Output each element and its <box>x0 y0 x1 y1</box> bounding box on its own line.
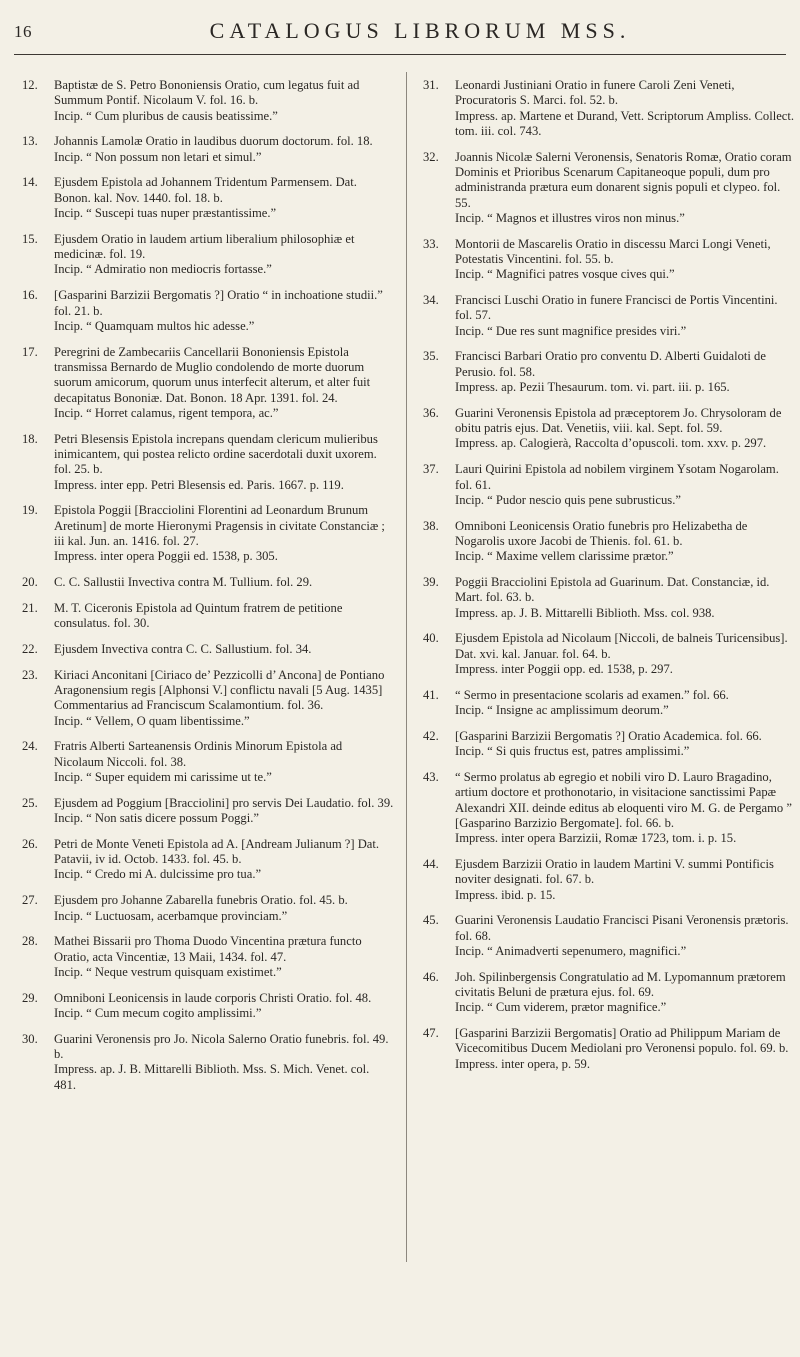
entry-number: 21. <box>22 600 38 615</box>
entry-text: “ Sermo prolatus ab egregio et nobili viro D. Lauro Bragadino, artium doctore et prothonotario, in visitacione sanctissimi Papæ Alexandri XII. deinde editus ab eloquenti viro M. G. de Pergamo ” [Gasparino Barzizio Bergomate]. fol. 66. b. Impress. inter opera Barzizii, Romæ 1723, tom. i. p. 15. <box>455 769 792 846</box>
catalogue-entry <box>423 729 795 760</box>
entry-text: Petri de Monte Veneti Epistola ad A. [Andream Julianum ?] Dat. Patavii, iv id. Octob. 1433. fol. 45. b. Incip. “ Credo mi A. dulcissime pro tua.” <box>54 836 380 882</box>
left-column <box>22 78 394 1104</box>
catalogue-entry <box>22 601 394 632</box>
entry-number: 40. <box>423 631 439 646</box>
catalogue-entry <box>22 642 394 657</box>
entry-number: 35. <box>423 349 439 364</box>
entry-number: 31. <box>423 78 439 92</box>
entry-number: 36. <box>423 405 439 420</box>
entry-number: 29. <box>22 990 38 1005</box>
entry-number: 30. <box>22 1031 38 1046</box>
catalogue-entry <box>22 668 394 729</box>
entry-number: 32. <box>423 149 439 164</box>
catalogue-entry <box>22 837 394 883</box>
entry-text: “ Sermo in presentacione scolaris ad examen.” fol. 66. Incip. “ Insigne ac amplissimum deorum.” <box>455 687 729 718</box>
catalogue-entry <box>423 970 795 1016</box>
catalogue-entry <box>22 1032 394 1093</box>
entry-number: 25. <box>22 795 38 810</box>
catalogue-entry <box>423 519 795 565</box>
entry-number: 17. <box>22 344 38 359</box>
entry-text: Ejusdem Invectiva contra C. C. Sallustium. fol. 34. <box>54 641 312 656</box>
entry-number: 20. <box>22 575 38 590</box>
running-title: CATALOGUS LIBRORUM MSS. <box>209 18 631 43</box>
entry-number: 19. <box>22 503 38 518</box>
entry-text: Ejusdem Barzizii Oratio in laudem Martini V. summi Pontificis noviter designati. fol. 67. b. Impress. ibid. p. 15. <box>455 856 774 902</box>
catalogue-entry <box>423 688 795 719</box>
entry-text: Montorii de Mascarelis Oratio in discessu Marci Longi Veneti, Potestatis Vincentini. fol. 55. b. Incip. “ Magnifici patres vosque cives qui.” <box>455 236 771 282</box>
catalogue-entry <box>22 232 394 278</box>
catalogue-entry <box>423 150 795 226</box>
entry-text: Ejusdem pro Johanne Zabarella funebris Oratio. fol. 45. b. Incip. “ Luctuosam, acerbamque provinciam.” <box>54 893 348 923</box>
entry-text: Peregrini de Zambecariis Cancellarii Bononiensis Epistola transmissa Bernardo de Muglio condolendo de morte duorum suorum amicorum, quorum unus interfecit alterum, et alter fuit decapitatus Bononiæ. Dat. Bonon. 18 Apr. 1391. fol. 24. Incip. “ Horret calamus, rigent tempora, ac.” <box>54 344 371 420</box>
page-number: 16 <box>14 22 32 41</box>
entry-number: 13. <box>22 134 38 149</box>
entry-text: Fratris Alberti Sarteanensis Ordinis Minorum Epistola ad Nicolaum Niccoli. fol. 38. Incip. “ Super equidem mi carissime ut te.” <box>54 739 343 784</box>
entry-text: [Gasparini Barzizii Bergomatis ?] Oratio “ in inchoatione studii.” fol. 21. b. Incip. “ Quamquam multos hic adesse.” <box>54 288 383 333</box>
entry-text: [Gasparini Barzizii Bergomatis] Oratio ad Philippum Mariam de Vicecomitibus Ducem Mediolani pro Veronensi populo. fol. 69. b. Impress. inter opera, p. 59. <box>455 1026 789 1071</box>
entry-text: Francisci Luschi Oratio in funere Francisci de Portis Vincentini. fol. 57. Incip. “ Due res sunt magnifice presides viri.” <box>455 293 778 338</box>
catalogue-entry <box>22 134 394 165</box>
catalogue-entry <box>423 462 795 508</box>
right-column <box>423 78 795 1083</box>
entry-number: 38. <box>423 518 439 533</box>
entry-text: Mathei Bissarii pro Thoma Duodo Vincentina prætura functo Oratio, acta Vincentiæ, 13 Maii, 1434. fol. 47. Incip. “ Neque vestrum quisquam existimet.” <box>54 934 362 979</box>
catalogue-entry <box>423 770 795 846</box>
entry-text: Kiriaci Anconitani [Ciriaco de’ Pezzicolli d’ Ancona] de Pontiano Aragonensium regis [Alphonsi V.] conflictu navali [5 Aug. 1435] Commentarius ad Franciscum Scalamontium. fol. 36. Incip. “ Vellem, O quam libentissime.” <box>54 667 385 728</box>
catalogue-entry <box>423 857 795 903</box>
entry-number: 12. <box>22 78 38 92</box>
catalogue-entry <box>22 432 394 493</box>
catalogue-entry <box>423 913 795 959</box>
entry-text: M. T. Ciceronis Epistola ad Quintum fratrem de petitione consulatus. fol. 30. <box>54 600 343 631</box>
entry-text: Lauri Quirini Epistola ad nobilem virginem Ysotam Nogarolam. fol. 61. Incip. “ Pudor nescio quis pene subrusticus.” <box>455 462 779 507</box>
catalogue-entry <box>22 503 394 564</box>
entry-number: 23. <box>22 667 38 682</box>
entry-text: Johannis Lamolæ Oratio in laudibus duorum doctorum. fol. 18. Incip. “ Non possum non letari et simul.” <box>54 134 373 164</box>
entry-text: Baptistæ de S. Petro Bononiensis Oratio, cum legatus fuit ad Summum Pontif. Nicolaum V. fol. 16. b. Incip. “ Cum pluribus de causis beatissime.” <box>54 78 360 123</box>
entry-number: 39. <box>423 575 439 590</box>
entry-text: Ejusdem ad Poggium [Bracciolini] pro servis Dei Laudatio. fol. 39. Incip. “ Non satis dicere possum Poggi.” <box>54 795 394 826</box>
catalogue-entry <box>423 1026 795 1072</box>
catalogue-entry <box>423 293 795 339</box>
entry-number: 34. <box>423 293 439 308</box>
entry-number: 14. <box>22 175 38 190</box>
catalogue-entry <box>22 345 394 421</box>
entry-text: Poggii Bracciolini Epistola ad Guarinum. Dat. Constanciæ, id. Mart. fol. 63. b. Impress. ap. J. B. Mittarelli Biblioth. Mss. col. 938. <box>455 575 770 620</box>
entry-number: 45. <box>423 913 439 928</box>
entry-text: Epistola Poggii [Bracciolini Florentini ad Leonardum Brunum Aretinum] de morte Hieronymi Pragensis in civitate Constanciæ ; iii kal. Jun. an. 1416. fol. 27. Impress. inter opera Poggii ed. 1538, p. 305. <box>54 503 385 564</box>
entry-number: 28. <box>22 934 38 949</box>
catalogue-entry <box>423 406 795 452</box>
entry-text: Ejusdem Oratio in laudem artium liberalium philosophiæ et medicinæ. fol. 19. Incip. “ Admiratio non mediocris fortasse.” <box>54 231 355 277</box>
entry-text: Petri Blesensis Epistola increpans quendam clericum mulieribus inimicantem, qui postea relicto ordine sacerdotali duxit uxorem. fol. 25. b. Impress. inter epp. Petri Blesensis ed. Paris. 1667. p. 119. <box>54 431 378 492</box>
catalogue-entry <box>22 78 394 124</box>
entry-number: 46. <box>423 969 439 984</box>
entry-text: [Gasparini Barzizii Bergomatis ?] Oratio Academica. fol. 66. Incip. “ Si quis fructus est, patres amplissimi.” <box>455 728 762 759</box>
entry-number: 47. <box>423 1026 439 1041</box>
entry-text: Joannis Nicolæ Salerni Veronensis, Senatoris Romæ, Oratio coram Dominis et Prioribus Scenarum Capitaneoque populi, dum pro administranda prætura eum donarent signis populi et clypeo. fol. 55. Incip. “ Magnos et illustres viros non minus.” <box>455 149 792 225</box>
catalogue-entry <box>423 631 795 677</box>
entry-text: Ejusdem Epistola ad Johannem Tridentum Parmensem. Dat. Bonon. kal. Nov. 1440. fol. 18. b. Incip. “ Suscepi tuas nuper præstantissime.” <box>54 175 357 221</box>
entry-text: Guarini Veronensis Laudatio Francisci Pisani Veronensis prætoris. fol. 68. Incip. “ Animadverti sepenumero, magnifici.” <box>455 913 789 958</box>
catalogue-entry <box>22 739 394 785</box>
entry-number: 43. <box>423 769 439 784</box>
entry-text: Omniboni Leonicensis in laude corporis Christi Oratio. fol. 48. Incip. “ Cum mecum cogito amplissimi.” <box>54 990 372 1021</box>
entry-text: Leonardi Justiniani Oratio in funere Caroli Zeni Veneti, Procuratoris S. Marci. fol. 52. b. Impress. ap. Martene et Durand, Vett. Scriptorum Ampliss. Collect. tom. iii. col. 743. <box>455 78 795 138</box>
header-rule <box>14 54 786 55</box>
catalogue-entry <box>423 349 795 395</box>
entry-number: 27. <box>22 893 38 908</box>
catalogue-entry <box>22 991 394 1022</box>
catalogue-entry <box>423 78 795 139</box>
entry-number: 44. <box>423 856 439 871</box>
entry-number: 22. <box>22 641 38 656</box>
page-header <box>0 18 800 50</box>
entry-number: 18. <box>22 431 38 446</box>
entry-text: Guarini Veronensis pro Jo. Nicola Salerno Oratio funebris. fol. 49. b. Impress. ap. J. B. Mittarelli Biblioth. Mss. S. Mich. Venet. col. 481. <box>54 1031 389 1092</box>
catalogue-entry <box>22 175 394 221</box>
entry-text: Francisci Barbari Oratio pro conventu D. Alberti Guidaloti de Perusio. fol. 58. Impress. ap. Pezii Thesaurum. tom. vi. part. iii. p. 165. <box>455 349 766 395</box>
entry-number: 37. <box>423 462 439 477</box>
catalogue-entry <box>423 237 795 283</box>
entry-number: 24. <box>22 739 38 754</box>
entry-number: 15. <box>22 231 38 246</box>
column-divider <box>406 72 407 1262</box>
entry-number: 26. <box>22 836 38 851</box>
entry-text: Guarini Veronensis Epistola ad præceptorem Jo. Chrysoloram de obitu patris ejus. Dat. Venetiis, viii. kal. Sept. fol. 59. Impress. ap. Calogierà, Raccolta d’opuscoli. tom. xxv. p. 297. <box>455 405 782 451</box>
entry-text: Joh. Spilinbergensis Congratulatio ad M. Lypomannum prætorem civitatis Beluni de prætura ejus. fol. 69. Incip. “ Cum viderem, prætor magnifice.” <box>455 969 786 1015</box>
entry-text: C. C. Sallustii Invectiva contra M. Tullium. fol. 29. <box>54 575 313 590</box>
catalogue-entry <box>423 575 795 621</box>
catalogue-entry <box>22 893 394 924</box>
catalogue-entry <box>22 796 394 827</box>
entry-text: Omniboni Leonicensis Oratio funebris pro Helizabetha de Nogarolis uxore Jacobi de Thienis. fol. 61. b. Incip. “ Maxime vellem clarissime prætor.” <box>455 518 748 564</box>
entry-number: 33. <box>423 236 439 251</box>
catalogue-entry <box>22 934 394 980</box>
catalogue-entry <box>22 575 394 590</box>
entry-number: 41. <box>423 687 439 702</box>
entry-text: Ejusdem Epistola ad Nicolaum [Niccoli, de balneis Turicensibus]. Dat. xvi. kal. Januar. fol. 64. b. Impress. inter Poggii opp. ed. 1538, p. 297. <box>455 631 788 676</box>
catalogue-entry <box>22 288 394 334</box>
entry-number: 42. <box>423 728 439 743</box>
entry-number: 16. <box>22 288 38 303</box>
